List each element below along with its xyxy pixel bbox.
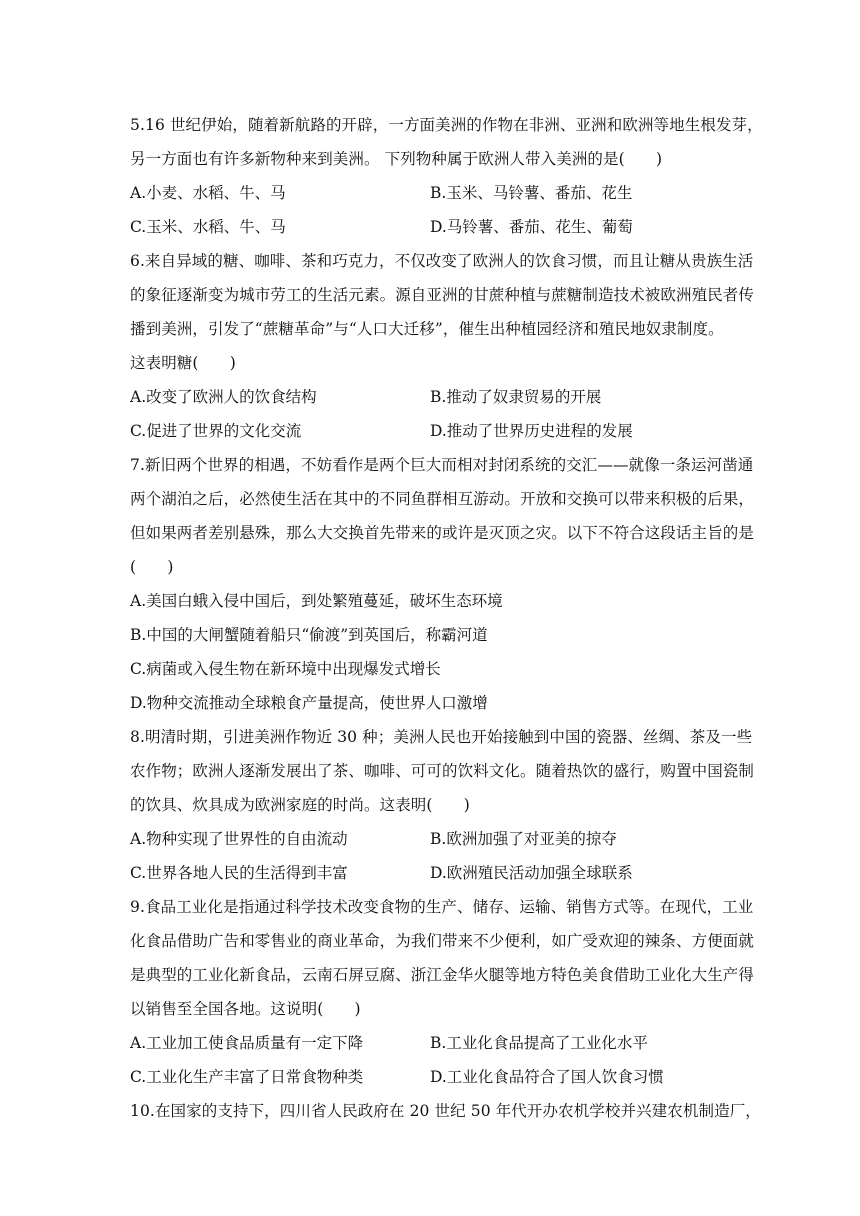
question-7-stem-line-1: 7.新旧两个世界的相遇，不妨看作是两个巨大而相对封闭系统的交汇——就像一条运河凿通 — [130, 456, 754, 474]
question-8-option-a: A.物种实现了世界性的自由流动 — [130, 830, 348, 848]
question-10 — [130, 1094, 802, 1128]
question-8-option-c: C.世界各地人民的生活得到丰富 — [130, 864, 348, 882]
question-9-stem-line-2: 化食品借助广告和零售业的商业革命，为我们带来不少便利，如广受欢迎的辣条、方便面就 — [130, 932, 755, 950]
question-9-option-a: A.工业加工使食品质量有一定下降 — [130, 1034, 364, 1052]
question-8-stem-line-2: 农作物；欧洲人逐渐发展出了茶、咖啡、可可的饮料文化。随着热饮的盛行，购置中国瓷制 — [130, 762, 755, 780]
question-7-option-c: C.病菌或入侵生物在新环境中出现爆发式增长 — [130, 660, 441, 678]
question-9-stem-line-3: 是典型的工业化新食品，云南石屏豆腐、浙江金华火腿等地方特色美食借助工业化大生产得 — [130, 966, 755, 984]
question-6-option-b: B.推动了奴隶贸易的开展 — [430, 388, 602, 406]
question-6-option-a: A.改变了欧洲人的饮食结构 — [130, 388, 317, 406]
question-8-stem-line-3: 的饮具、炊具成为欧洲家庭的时尚。这表明( ) — [130, 796, 470, 814]
question-8-options — [130, 822, 802, 890]
question-8-stem-line-1: 8.明清时期，引进美洲作物近 30 种；美洲人民也开始接触到中国的瓷器、丝绸、茶及一些 — [130, 728, 753, 746]
question-5-option-b: B.玉米、马铃薯、番茄、花生 — [430, 184, 633, 202]
question-5-stem-line-1: 5.16 世纪伊始，随着新航路的开辟，一方面美洲的作物在非洲、亚洲和欧洲等地生根发芽， — [130, 116, 763, 134]
question-6-option-d: D.推动了世界历史进程的发展 — [430, 422, 633, 440]
question-5-options — [130, 176, 802, 244]
question-9-options — [130, 1026, 802, 1094]
question-6-stem-line-2: 的象征逐渐变为城市劳工的生活元素。源自亚洲的甘蔗种植与蔗糖制造技术被欧洲殖民者传 — [130, 286, 755, 304]
question-7 — [130, 448, 802, 720]
question-6-options — [130, 380, 802, 448]
question-6-stem-line-4: 这表明糖( ) — [130, 354, 236, 372]
question-9-option-d: D.工业化食品符合了国人饮食习惯 — [430, 1068, 664, 1086]
question-6-stem-line-1: 6.来自异域的糖、咖啡、茶和巧克力，不仅改变了欧洲人的饮食习惯，而且让糖从贵族生活 — [130, 252, 754, 270]
question-5-stem-line-2: 另一方面也有许多新物种来到美洲。 下列物种属于欧洲人带入美洲的是( ) — [130, 150, 663, 168]
question-9-option-b: B.工业化食品提高了工业化水平 — [430, 1034, 648, 1052]
question-7-option-d: D.物种交流推动全球粮食产量提高，使世界人口激增 — [130, 694, 488, 712]
question-5 — [130, 108, 802, 244]
question-6-option-c: C.促进了世界的文化交流 — [130, 422, 302, 440]
question-7-options — [130, 584, 802, 720]
question-9-stem-line-4: 以销售至全国各地。这说明( ) — [130, 1000, 361, 1018]
question-7-stem-line-4: ( ) — [130, 558, 174, 576]
question-9-option-c: C.工业化生产丰富了日常食物种类 — [130, 1068, 364, 1086]
question-7-stem-line-3: 但如果两者差别悬殊，那么大交换首先带来的或许是灭顶之灾。以下不符合这段话主旨的是 — [130, 524, 755, 542]
question-6-stem-line-3: 播到美洲，引发了“蔗糖革命”与“人口大迁移”，催生出种植园经济和殖民地奴隶制度。 — [130, 320, 724, 338]
question-8-option-b: B.欧洲加强了对亚美的掠夺 — [430, 830, 617, 848]
question-9 — [130, 890, 802, 1094]
question-7-option-b: B.中国的大闸蟹随着船只“偷渡”到英国后，称霸河道 — [130, 626, 488, 644]
question-5-option-d: D.马铃薯、番茄、花生、葡萄 — [430, 218, 633, 236]
question-10-stem-line-1: 10.在国家的支持下，四川省人民政府在 20 世纪 50 年代开办农机学校并兴建农机制造厂， — [130, 1102, 761, 1120]
question-8-option-d: D.欧洲殖民活动加强全球联系 — [430, 864, 633, 882]
question-7-stem-line-2: 两个湖泊之后，必然使生活在其中的不同鱼群相互游动。开放和交换可以带来积极的后果， — [130, 490, 755, 508]
question-9-stem-line-1: 9.食品工业化是指通过科学技术改变食物的生产、储存、运输、销售方式等。在现代，工业 — [130, 898, 754, 916]
question-8 — [130, 720, 802, 890]
question-5-option-c: C.玉米、水稻、牛、马 — [130, 218, 286, 236]
question-6 — [130, 244, 802, 448]
question-7-option-a: A.美国白蛾入侵中国后，到处繁殖蔓延，破坏生态环境 — [130, 592, 503, 610]
question-5-option-a: A.小麦、水稻、牛、马 — [130, 184, 286, 202]
